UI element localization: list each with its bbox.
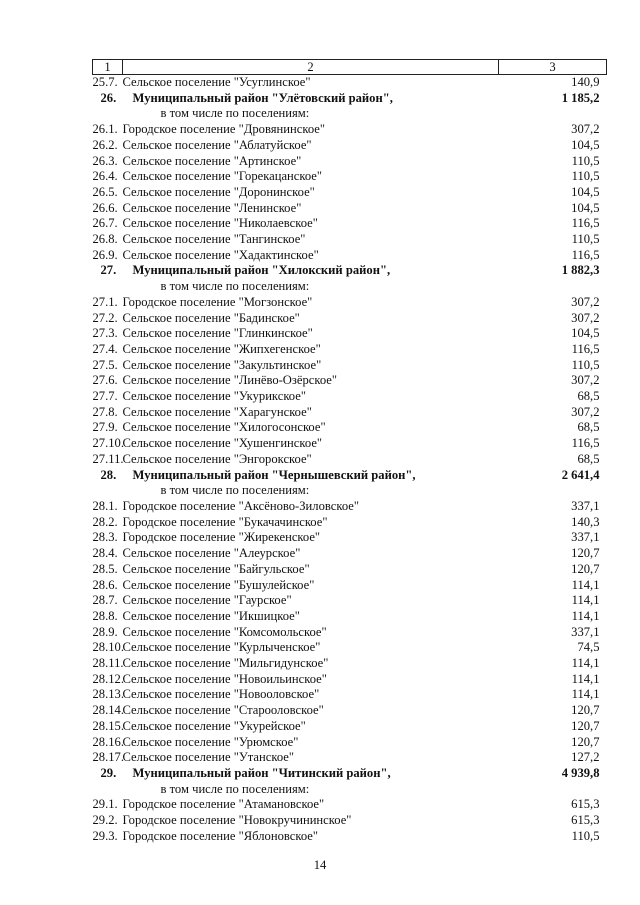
row-value: 120,7 — [571, 561, 600, 576]
row-value — [499, 279, 607, 295]
row-number: 27.1. — [92, 294, 118, 309]
table-row — [93, 358, 607, 374]
table-row — [93, 122, 607, 138]
row-number: 28.2. — [92, 514, 118, 529]
row-name: Городское поселение "Новокручининское" — [122, 813, 352, 828]
row-number: 28.15. — [92, 718, 124, 733]
column-header-name: 2 — [123, 60, 499, 75]
row-value: 110,5 — [571, 153, 600, 168]
row-number: 26.2. — [92, 137, 118, 152]
table-row — [93, 326, 607, 342]
row-value — [499, 483, 607, 499]
row-value: 104,5 — [571, 137, 600, 152]
row-value: 307,2 — [571, 294, 600, 309]
row-value: 140,3 — [571, 514, 600, 529]
row-value: 110,5 — [571, 357, 600, 372]
row-name: Сельское поселение "Старооловское" — [122, 703, 324, 718]
row-name: в том числе по поселениям: — [160, 781, 310, 796]
row-number: 26.6. — [92, 200, 118, 215]
row-value: 337,1 — [571, 498, 600, 513]
row-number: 26.3. — [92, 153, 118, 168]
subheading-row — [93, 106, 607, 122]
table-row — [93, 342, 607, 358]
table-row — [93, 452, 607, 468]
table-row — [93, 813, 607, 829]
row-number: 28.1. — [92, 498, 118, 513]
row-value: 116,5 — [571, 247, 600, 262]
table-row — [93, 185, 607, 201]
row-value — [499, 106, 607, 122]
table-row — [93, 389, 607, 405]
row-value: 116,5 — [571, 341, 600, 356]
table-row — [93, 640, 607, 656]
row-name: Муниципальный район "Хилокский район", — [132, 263, 391, 278]
row-value: 307,2 — [571, 310, 600, 325]
table-row — [93, 609, 607, 625]
row-name: Сельское поселение "Хилогосонское" — [122, 420, 326, 435]
row-number: 28.6. — [92, 577, 118, 592]
table-row — [93, 201, 607, 217]
row-value: 1 185,2 — [561, 90, 600, 105]
row-value: 120,7 — [571, 703, 600, 718]
row-name: Сельское поселение "Урюмское" — [122, 734, 299, 749]
table-row — [93, 672, 607, 688]
row-name: Городское поселение "Букачачинское" — [122, 514, 328, 529]
table-row — [93, 75, 607, 91]
table-row — [93, 373, 607, 389]
row-number: 26.9. — [92, 247, 118, 262]
column-header-value: 3 — [499, 60, 607, 75]
budget-table-body — [93, 60, 607, 845]
row-value: 4 939,8 — [561, 765, 600, 780]
table-row — [93, 546, 607, 562]
table-row — [93, 420, 607, 436]
table-row — [93, 687, 607, 703]
row-value: 116,5 — [571, 216, 600, 231]
row-number: 26. — [100, 90, 117, 105]
row-name: Сельское поселение "Икшицкое" — [122, 608, 300, 623]
page-number: 14 — [313, 858, 327, 872]
row-number: 26.1. — [92, 122, 118, 137]
row-number: 27.3. — [92, 326, 118, 341]
table-row — [93, 248, 607, 264]
row-name: Сельское поселение "Мильгидунское" — [122, 656, 329, 671]
row-value: 114,1 — [571, 687, 600, 702]
row-number: 28.5. — [92, 561, 118, 576]
row-value: 337,1 — [571, 530, 600, 545]
row-name: Сельское поселение "Энгорокское" — [122, 451, 312, 466]
row-number: 27.2. — [92, 310, 118, 325]
row-value: 114,1 — [571, 593, 600, 608]
table-row — [93, 405, 607, 421]
row-name: Городское поселение "Атамановское" — [122, 797, 325, 812]
row-number — [93, 483, 123, 499]
row-number: 28.10. — [92, 640, 124, 655]
row-value: 120,7 — [571, 546, 600, 561]
table-row — [93, 719, 607, 735]
row-number: 28.7. — [92, 593, 118, 608]
row-number: 27.10. — [92, 436, 124, 451]
row-name: Сельское поселение "Курлыченское" — [122, 640, 321, 655]
row-value: 337,1 — [571, 624, 600, 639]
subheading-row — [93, 483, 607, 499]
row-number: 27.4. — [92, 341, 118, 356]
row-number: 28.4. — [92, 546, 118, 561]
row-name: Муниципальный район "Чернышевский район", — [132, 467, 416, 482]
row-value: 114,1 — [571, 608, 600, 623]
row-value: 1 882,3 — [561, 263, 600, 278]
row-value: 74,5 — [577, 640, 600, 655]
row-name: в том числе по поселениям: — [160, 483, 310, 498]
budget-table — [92, 59, 607, 844]
row-name: Муниципальный район "Читинский район", — [132, 765, 391, 780]
row-name: Сельское поселение "Тангинское" — [122, 232, 306, 247]
row-number: 29.1. — [92, 797, 118, 812]
row-number — [93, 782, 123, 798]
row-name: Муниципальный район "Улётовский район", — [132, 90, 393, 105]
row-name: Сельское поселение "Ленинское" — [122, 200, 302, 215]
row-value: 104,5 — [571, 326, 600, 341]
row-number: 27.7. — [92, 389, 118, 404]
row-value: 110,5 — [571, 232, 600, 247]
table-row — [93, 169, 607, 185]
row-value: 2 641,4 — [561, 467, 600, 482]
table-row — [93, 530, 607, 546]
row-value: 68,5 — [577, 420, 600, 435]
row-name: Сельское поселение "Усуглинское" — [122, 75, 311, 89]
district-row — [93, 468, 607, 484]
row-value: 110,5 — [571, 169, 600, 184]
row-number: 29.3. — [92, 828, 118, 843]
table-row — [93, 829, 607, 845]
table-row — [93, 593, 607, 609]
table-row — [93, 232, 607, 248]
table-row — [93, 578, 607, 594]
row-name: Сельское поселение "Артинское" — [122, 153, 302, 168]
row-number: 28.12. — [92, 671, 124, 686]
table-row — [93, 499, 607, 515]
row-number: 28.9. — [92, 624, 118, 639]
row-number — [93, 106, 123, 122]
row-name: Сельское поселение "Бадинское" — [122, 310, 300, 325]
district-row — [93, 91, 607, 107]
table-row — [93, 797, 607, 813]
row-value: 615,3 — [571, 797, 600, 812]
subheading-row — [93, 279, 607, 295]
row-number: 28.14. — [92, 703, 124, 718]
row-name: Сельское поселение "Гаурское" — [122, 593, 292, 608]
table-row — [93, 750, 607, 766]
row-name: Сельское поселение "Укурикское" — [122, 389, 306, 404]
row-name: в том числе по поселениям: — [160, 279, 310, 294]
row-number: 26.5. — [92, 184, 118, 199]
column-header-number: 1 — [93, 60, 123, 75]
row-number: 26.7. — [92, 216, 118, 231]
row-number — [93, 279, 123, 295]
row-number: 26.4. — [92, 169, 118, 184]
row-number: 28.16. — [92, 734, 124, 749]
row-name: Городское поселение "Яблоновское" — [122, 828, 319, 843]
row-number: 28. — [100, 467, 117, 482]
row-value: 120,7 — [571, 718, 600, 733]
district-row — [93, 263, 607, 279]
row-number: 28.17. — [92, 750, 124, 765]
row-number: 28.13. — [92, 687, 124, 702]
row-value: 68,5 — [577, 389, 600, 404]
table-row — [93, 735, 607, 751]
subheading-row — [93, 782, 607, 798]
row-name: Сельское поселение "Бушулейское" — [122, 577, 315, 592]
row-value — [499, 782, 607, 798]
row-value: 114,1 — [571, 656, 600, 671]
row-value: 104,5 — [571, 200, 600, 215]
table-row — [93, 436, 607, 452]
row-name: Городское поселение "Жирекенское" — [122, 530, 321, 545]
row-name: Сельское поселение "Утанское" — [122, 750, 294, 765]
row-name: Сельское поселение "Комсомольское" — [122, 624, 327, 639]
row-number: 29. — [100, 765, 117, 780]
table-row — [93, 625, 607, 641]
table-row — [93, 656, 607, 672]
row-value: 307,2 — [571, 373, 600, 388]
table-row — [93, 311, 607, 327]
row-number: 28.3. — [92, 530, 118, 545]
row-name: Сельское поселение "Аблатуйское" — [122, 137, 312, 152]
row-number: 27.5. — [92, 357, 118, 372]
row-name: Сельское поселение "Линёво-Озёрское" — [122, 373, 338, 388]
row-name: Сельское поселение "Доронинское" — [122, 184, 315, 199]
row-name: Сельское поселение "Глинкинское" — [122, 326, 313, 341]
row-name: Сельское поселение "Новооловское" — [122, 687, 320, 702]
row-value: 104,5 — [571, 184, 600, 199]
row-name: Сельское поселение "Байгульское" — [122, 561, 310, 576]
row-name: Сельское поселение "Закультинское" — [122, 357, 322, 372]
row-name: Городское поселение "Могзонское" — [122, 294, 313, 309]
row-name: Сельское поселение "Горекацанское" — [122, 169, 323, 184]
row-name: Сельское поселение "Алеурское" — [122, 546, 301, 561]
table-row — [93, 515, 607, 531]
row-name: Сельское поселение "Укурейское" — [122, 718, 306, 733]
row-value: 114,1 — [571, 671, 600, 686]
row-name: Городское поселение "Аксёново-Зиловское" — [122, 498, 360, 513]
row-value: 68,5 — [577, 451, 600, 466]
row-name: Сельское поселение "Хадактинское" — [122, 247, 319, 262]
row-number: 27.11. — [92, 451, 124, 466]
table-row — [93, 562, 607, 578]
row-value: 127,2 — [571, 750, 600, 765]
row-name: Городское поселение "Дровянинское" — [122, 122, 326, 137]
table-row — [93, 216, 607, 232]
row-value: 615,3 — [571, 813, 600, 828]
row-name: Сельское поселение "Новоильинское" — [122, 671, 327, 686]
row-number: 27.9. — [92, 420, 118, 435]
row-value: 116,5 — [571, 436, 600, 451]
row-number: 27.8. — [92, 404, 118, 419]
row-name: Сельское поселение "Харагунское" — [122, 404, 312, 419]
row-number: 29.2. — [92, 813, 118, 828]
row-number: 25.7. — [92, 75, 118, 89]
row-name: в том числе по поселениям: — [160, 106, 310, 121]
row-number: 26.8. — [92, 232, 118, 247]
table-row — [93, 138, 607, 154]
row-value: 120,7 — [571, 734, 600, 749]
row-name: Сельское поселение "Николаевское" — [122, 216, 318, 231]
district-row — [93, 766, 607, 782]
row-value: 110,5 — [571, 828, 600, 843]
row-value: 307,2 — [571, 122, 600, 137]
row-number: 28.8. — [92, 608, 118, 623]
row-number: 27.6. — [92, 373, 118, 388]
row-value: 307,2 — [571, 404, 600, 419]
table-row — [93, 154, 607, 170]
row-name: Сельское поселение "Хушенгинское" — [122, 436, 323, 451]
table-header-row — [93, 60, 607, 75]
row-value: 114,1 — [571, 577, 600, 592]
row-name: Сельское поселение "Жипхегенское" — [122, 341, 321, 356]
row-number: 28.11. — [92, 656, 124, 671]
table-row — [93, 295, 607, 311]
table-row — [93, 703, 607, 719]
row-number: 27. — [100, 263, 117, 278]
row-value: 140,9 — [571, 75, 600, 89]
